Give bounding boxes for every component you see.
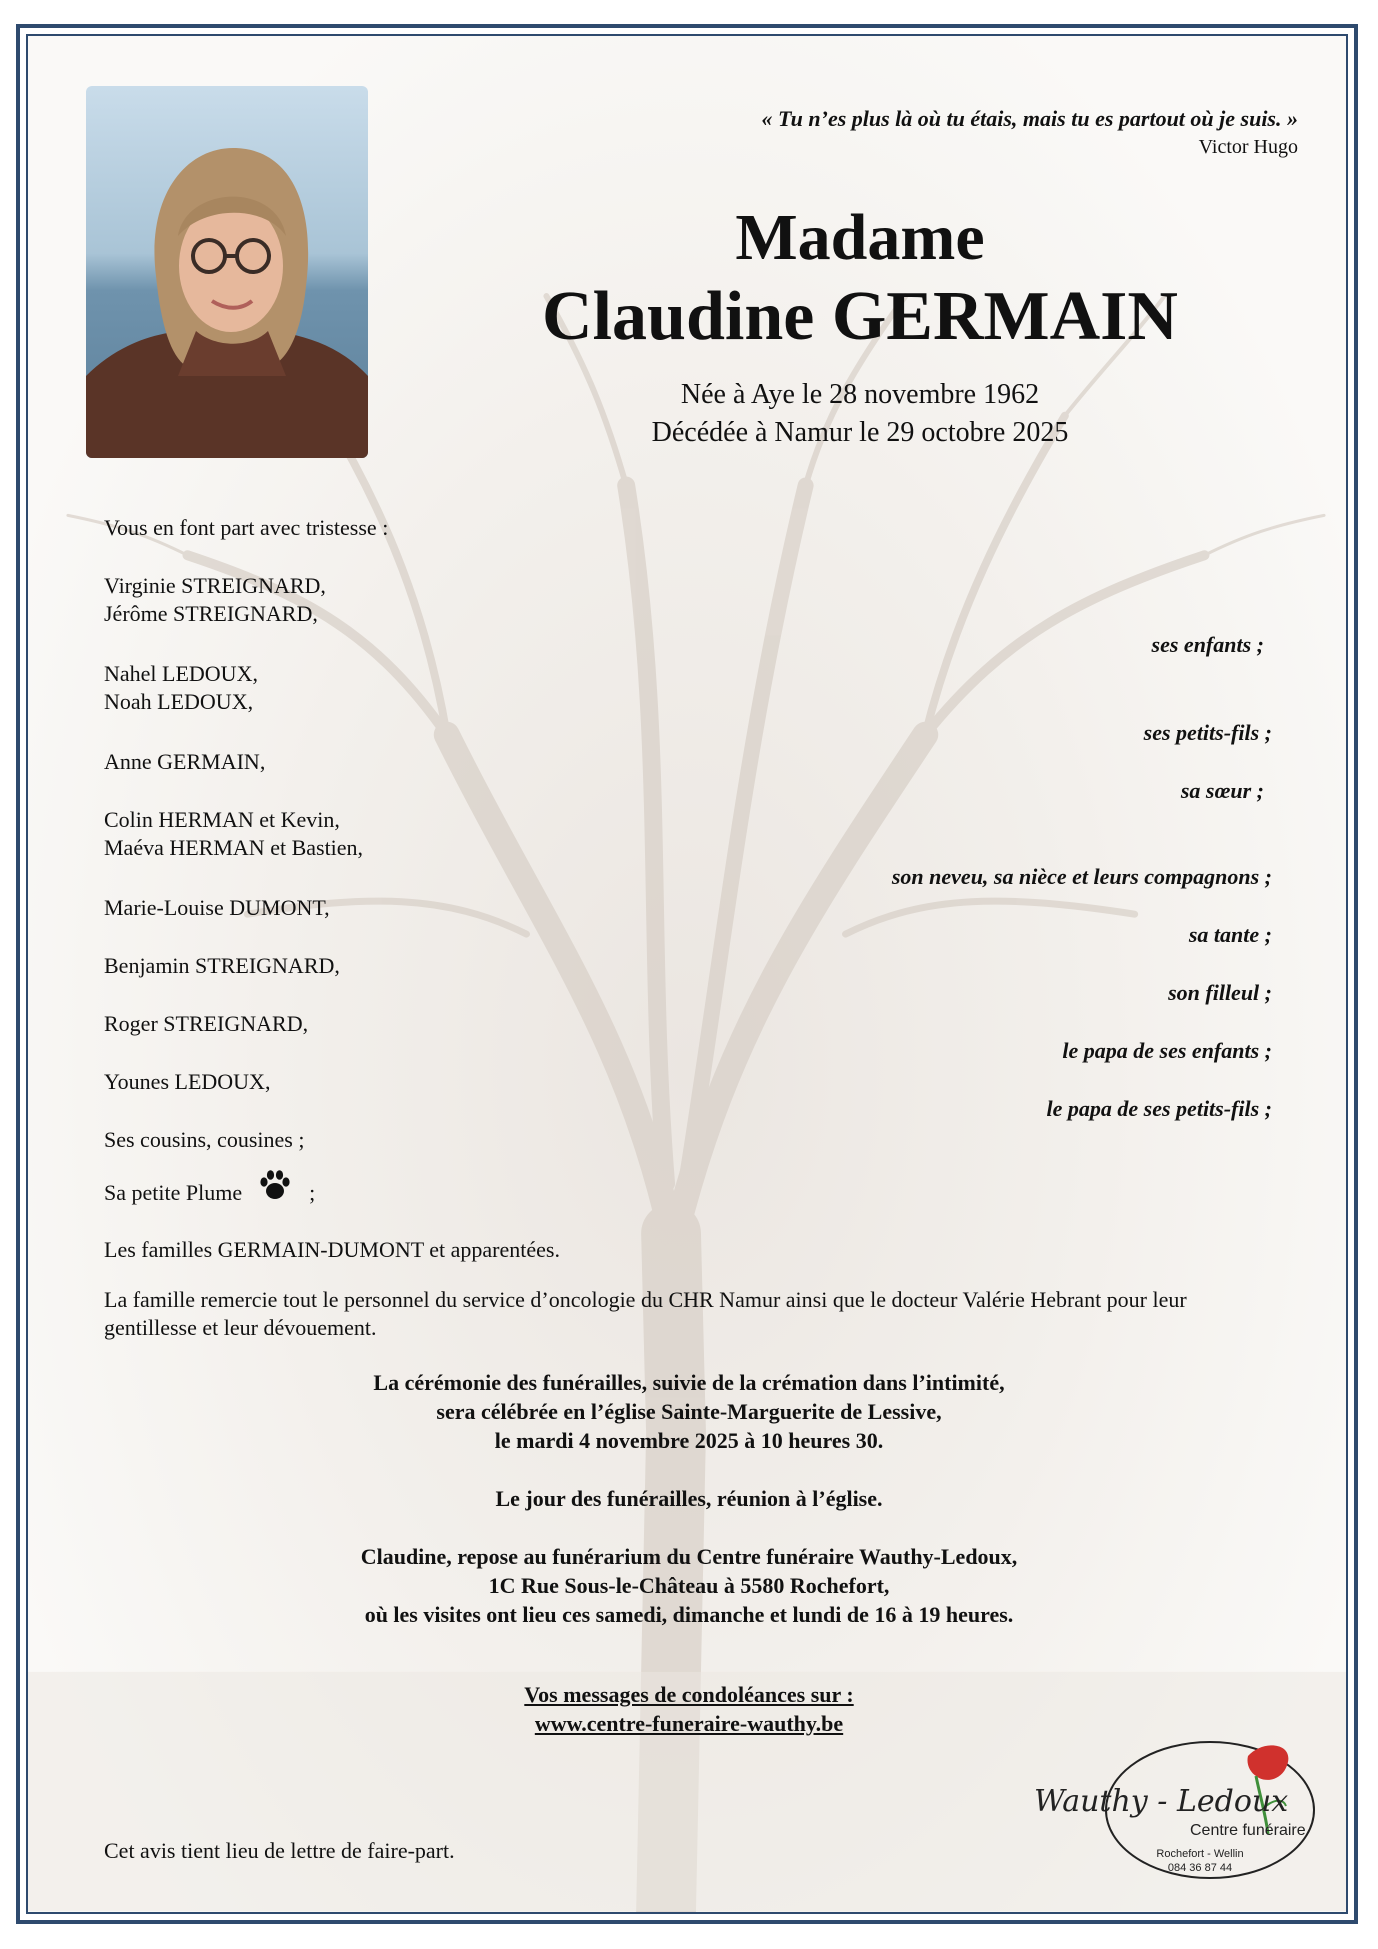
family-group-6 <box>104 952 340 980</box>
death-line: Décédée à Namur le 29 octobre 2025 <box>651 417 1069 448</box>
pet-suffix: ; <box>309 1180 316 1205</box>
family-member: Maéva HERMAN et Bastien, <box>104 835 364 860</box>
relation-label: sa tante ; <box>1188 922 1272 947</box>
family-group-2 <box>104 660 258 716</box>
logo-name: Wauthy - Ledoux <box>1034 1784 1289 1819</box>
title-honorific: Madame <box>735 201 985 274</box>
cousins-line: Ses cousins, cousines ; <box>104 1127 305 1152</box>
relation-label: son filleul ; <box>1168 980 1272 1005</box>
ceremony-block <box>104 1368 1274 1455</box>
families-line: Les familles GERMAIN-DUMONT et apparentées. <box>104 1237 560 1262</box>
portrait-photo <box>86 86 368 458</box>
family-member: Colin HERMAN et Kevin, <box>104 807 340 832</box>
quote-author: Victor Hugo <box>1198 136 1298 158</box>
logo-subtitle: Centre funéraire <box>1190 1822 1306 1839</box>
relation-label: le papa de ses enfants ; <box>1062 1038 1272 1063</box>
relation-label: son neveu, sa nièce et leurs compagnons ; <box>891 864 1272 889</box>
deceased-name <box>460 200 1260 358</box>
condolences-link[interactable]: www.centre-funeraire-wauthy.be <box>534 1711 844 1736</box>
pet-name: Sa petite Plume <box>104 1180 243 1205</box>
family-group-7 <box>104 1010 308 1038</box>
pet-line <box>104 1168 315 1207</box>
relation-label: le papa de ses petits-fils ; <box>1046 1096 1272 1121</box>
family-group-3 <box>104 748 265 776</box>
epigraph <box>762 106 1298 159</box>
family-member: Younes LEDOUX, <box>104 1069 271 1094</box>
family-member: Nahel LEDOUX, <box>104 661 258 686</box>
family-member: Jérôme STREIGNARD, <box>104 601 318 626</box>
family-group-5 <box>104 894 330 922</box>
footer-note: Cet avis tient lieu de lettre de faire-part. <box>104 1838 455 1863</box>
family-group-1 <box>104 572 326 628</box>
relation-label: ses petits-fils ; <box>1143 720 1272 745</box>
meeting-line: Le jour des funérailles, réunion à l’église. <box>495 1486 883 1511</box>
intro-text: Vous en font part avec tristesse : <box>104 515 389 540</box>
thanks-paragraph: La famille remercie tout le personnel du service d’oncologie du CHR Namur ainsi que le docteur Valérie Hebrant pour leur gentillesse et leur dévouement. <box>104 1287 1187 1340</box>
ceremony-line: sera célébrée en l’église Sainte-Marguerite de Lessive, <box>436 1399 942 1424</box>
family-member: Roger STREIGNARD, <box>104 1011 309 1036</box>
quote-text: « Tu n’es plus là où tu étais, mais tu es partout où je suis. » <box>761 106 1298 131</box>
logo-phone: 084 36 87 44 <box>1167 1862 1233 1874</box>
family-member: Anne GERMAIN, <box>104 749 266 774</box>
life-dates <box>460 376 1260 452</box>
family-group-8 <box>104 1068 270 1096</box>
repose-line: Claudine, repose au funérarium du Centre funéraire Wauthy-Ledoux, <box>360 1544 1018 1569</box>
ceremony-line: La cérémonie des funérailles, suivie de la crémation dans l’intimité, <box>373 1370 1005 1395</box>
family-member: Benjamin STREIGNARD, <box>104 953 340 978</box>
repose-line: 1C Rue Sous-le-Château à 5580 Rochefort, <box>488 1573 890 1598</box>
family-member: Virginie STREIGNARD, <box>104 573 326 598</box>
relation-label: sa sœur ; <box>1180 778 1264 803</box>
paw-icon <box>258 1168 292 1202</box>
repose-block <box>104 1542 1274 1629</box>
logo-place: Rochefort - Wellin <box>1156 1848 1244 1860</box>
relation-label: ses enfants ; <box>1151 632 1264 657</box>
family-group-4 <box>104 806 363 862</box>
repose-line: où les visites ont lieu ces samedi, dimanche et lundi de 16 à 19 heures. <box>364 1602 1014 1627</box>
funeral-home-logo <box>1030 1736 1330 1886</box>
condolences-label: Vos messages de condoléances sur : <box>524 1682 854 1707</box>
family-member: Noah LEDOUX, <box>104 689 254 714</box>
birth-line: Née à Aye le 28 novembre 1962 <box>680 379 1040 410</box>
title-fullname: Claudine GERMAIN <box>542 278 1178 355</box>
family-member: Marie-Louise DUMONT, <box>104 895 330 920</box>
ceremony-line: le mardi 4 novembre 2025 à 10 heures 30. <box>494 1428 884 1453</box>
